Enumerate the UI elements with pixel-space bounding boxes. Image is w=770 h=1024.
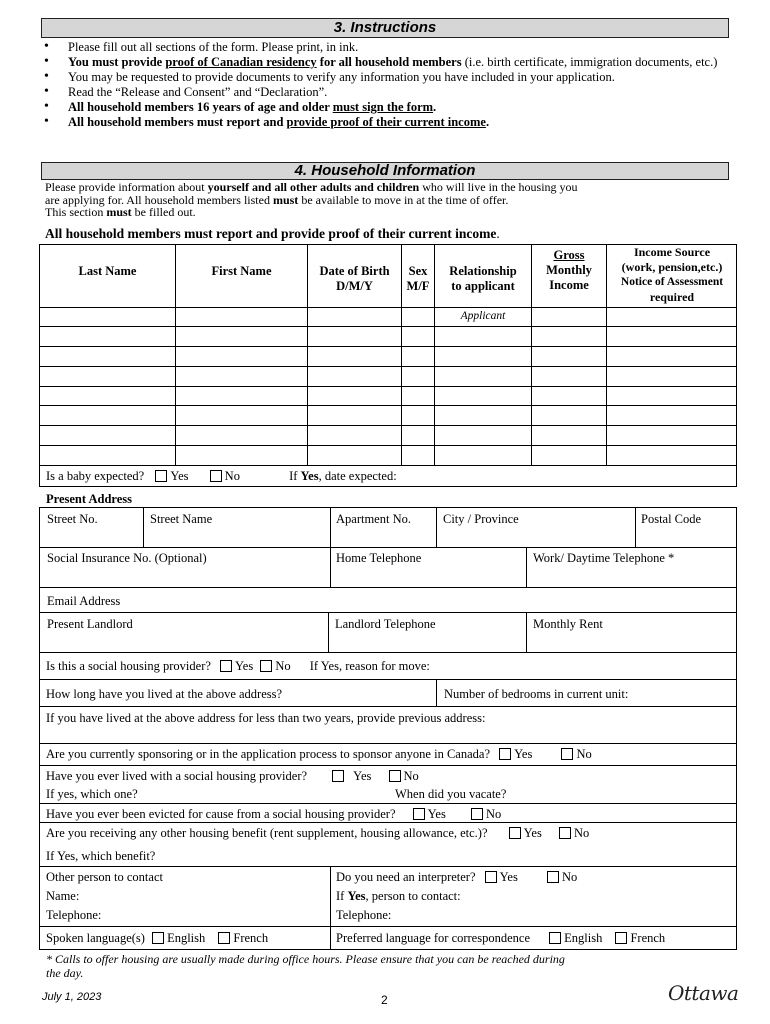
income-note: All household members must report and provide proof of their current income.	[45, 226, 500, 241]
contact-name-field[interactable]: Name:	[46, 889, 80, 903]
office-hours-note: * Calls to offer housing are usually made during office hours. Please ensure that you can be reached during the day.	[46, 952, 565, 980]
col-dob: Date of Birth D/M/Y	[319, 264, 390, 293]
other-contact-label: Other person to contact	[46, 870, 163, 884]
household-intro: Please provide information about yourself and all other adults and children who will live in the housing you are applying for. All household members listed must be available to move in at the time of offer. This section must be filled out.	[45, 180, 578, 219]
interpreter-yes-checkbox[interactable]	[485, 871, 497, 883]
landlord-telephone-field[interactable]: Landlord Telephone	[335, 617, 436, 631]
email-field[interactable]: Email Address	[47, 594, 121, 608]
instructions-list	[44, 41, 728, 131]
spoken-english-checkbox[interactable]	[152, 932, 164, 944]
instruction-item: • Please fill out all sections of the form. Please print, in ink.	[44, 41, 728, 53]
preferred-language: Preferred language for correspondence English French	[336, 931, 666, 945]
present-address-heading: Present Address	[46, 492, 132, 506]
home-telephone-field[interactable]: Home Telephone	[336, 551, 422, 565]
pref-french-checkbox[interactable]	[615, 932, 627, 944]
lived-no-checkbox[interactable]	[389, 770, 401, 782]
social-yes-checkbox[interactable]	[220, 660, 232, 672]
sponsor-no-checkbox[interactable]	[561, 748, 573, 760]
instruction-item: • Read the “Release and Consent” and “Declaration”.	[44, 86, 728, 98]
instruction-item: • You may be requested to provide documents to verify any information you have included in your application.	[44, 71, 728, 83]
street-no-field[interactable]: Street No.	[47, 512, 98, 526]
col-gross-income: Gross Monthly Income	[546, 248, 592, 292]
col-relationship: Relationship to applicant	[449, 264, 517, 293]
evicted-question: Have you ever been evicted for cause from a social housing provider? Yes No	[46, 807, 502, 821]
sin-field[interactable]: Social Insurance No. (Optional)	[47, 551, 207, 565]
sponsor-yes-checkbox[interactable]	[499, 748, 511, 760]
pref-english-checkbox[interactable]	[549, 932, 561, 944]
ottawa-logo: Ottawa	[668, 981, 739, 1005]
social-provider-question: Is this a social housing provider? Yes No If Yes, reason for move:	[46, 659, 430, 673]
col-sex: Sex M/F	[406, 264, 430, 293]
col-last-name: Last Name	[78, 264, 137, 278]
evicted-no-checkbox[interactable]	[471, 808, 483, 820]
how-long-field[interactable]: How long have you lived at the above address?	[46, 687, 283, 701]
footer-date: July 1, 2023	[42, 991, 102, 1003]
monthly-rent-field[interactable]: Monthly Rent	[533, 617, 603, 631]
col-income-source: Income Source (work, pension,etc.) Notice of Assessment required	[620, 245, 724, 304]
instruction-item: • All household members must report and provide proof of their current income.	[44, 116, 728, 128]
spoken-language: Spoken language(s) English French	[46, 931, 269, 945]
apartment-no-field[interactable]: Apartment No.	[336, 512, 411, 526]
instruction-item: • You must provide proof of Canadian residency for all household members (i.e. birth certificate, immigration documents, etc.)	[44, 56, 728, 68]
baby-yes-checkbox[interactable]	[155, 470, 167, 482]
vacate-field[interactable]: When did you vacate?	[395, 787, 507, 801]
interpreter-contact-field[interactable]: If Yes, person to contact:	[336, 889, 461, 903]
work-telephone-field[interactable]: Work/ Daytime Telephone *	[533, 551, 675, 565]
baby-no-checkbox[interactable]	[210, 470, 222, 482]
benefit-yes-checkbox[interactable]	[509, 827, 521, 839]
interpreter-question: Do you need an interpreter? Yes No	[336, 870, 578, 884]
street-name-field[interactable]: Street Name	[150, 512, 213, 526]
applicant-label: Applicant	[460, 310, 506, 322]
social-no-checkbox[interactable]	[260, 660, 272, 672]
which-one-field[interactable]: If yes, which one?	[46, 787, 138, 801]
lived-question: Have you ever lived with a social housing provider? Yes No	[46, 769, 419, 783]
baby-expected: Is a baby expected? Yes No If Yes, date expected:	[46, 469, 397, 483]
previous-address-field[interactable]: If you have lived at the above address for less than two years, provide previous address:	[46, 711, 486, 725]
spoken-french-checkbox[interactable]	[218, 932, 230, 944]
which-benefit-field[interactable]: If Yes, which benefit?	[46, 849, 156, 863]
interpreter-telephone-field[interactable]: Telephone:	[336, 908, 392, 922]
postal-code-field[interactable]: Postal Code	[641, 512, 702, 526]
lived-yes-checkbox[interactable]	[332, 770, 344, 782]
section-3-title: 3. Instructions	[41, 18, 729, 38]
interpreter-no-checkbox[interactable]	[547, 871, 559, 883]
sponsor-question: Are you currently sponsoring or in the application process to sponsor anyone in Canada? Yes No	[46, 747, 592, 761]
evicted-yes-checkbox[interactable]	[413, 808, 425, 820]
benefit-question: Are you receiving any other housing benefit (rent supplement, housing allowance, etc.)? Yes No	[46, 826, 590, 840]
bedrooms-field[interactable]: Number of bedrooms in current unit:	[444, 687, 629, 701]
contact-telephone-field[interactable]: Telephone:	[46, 908, 102, 922]
instruction-item: • All household members 16 years of age and older must sign the form.	[44, 101, 728, 113]
benefit-no-checkbox[interactable]	[559, 827, 571, 839]
landlord-field[interactable]: Present Landlord	[47, 617, 133, 631]
page-number: 2	[381, 993, 388, 1007]
col-first-name: First Name	[211, 264, 272, 278]
city-province-field[interactable]: City / Province	[443, 512, 519, 526]
section-4-title: 4. Household Information	[41, 162, 729, 180]
